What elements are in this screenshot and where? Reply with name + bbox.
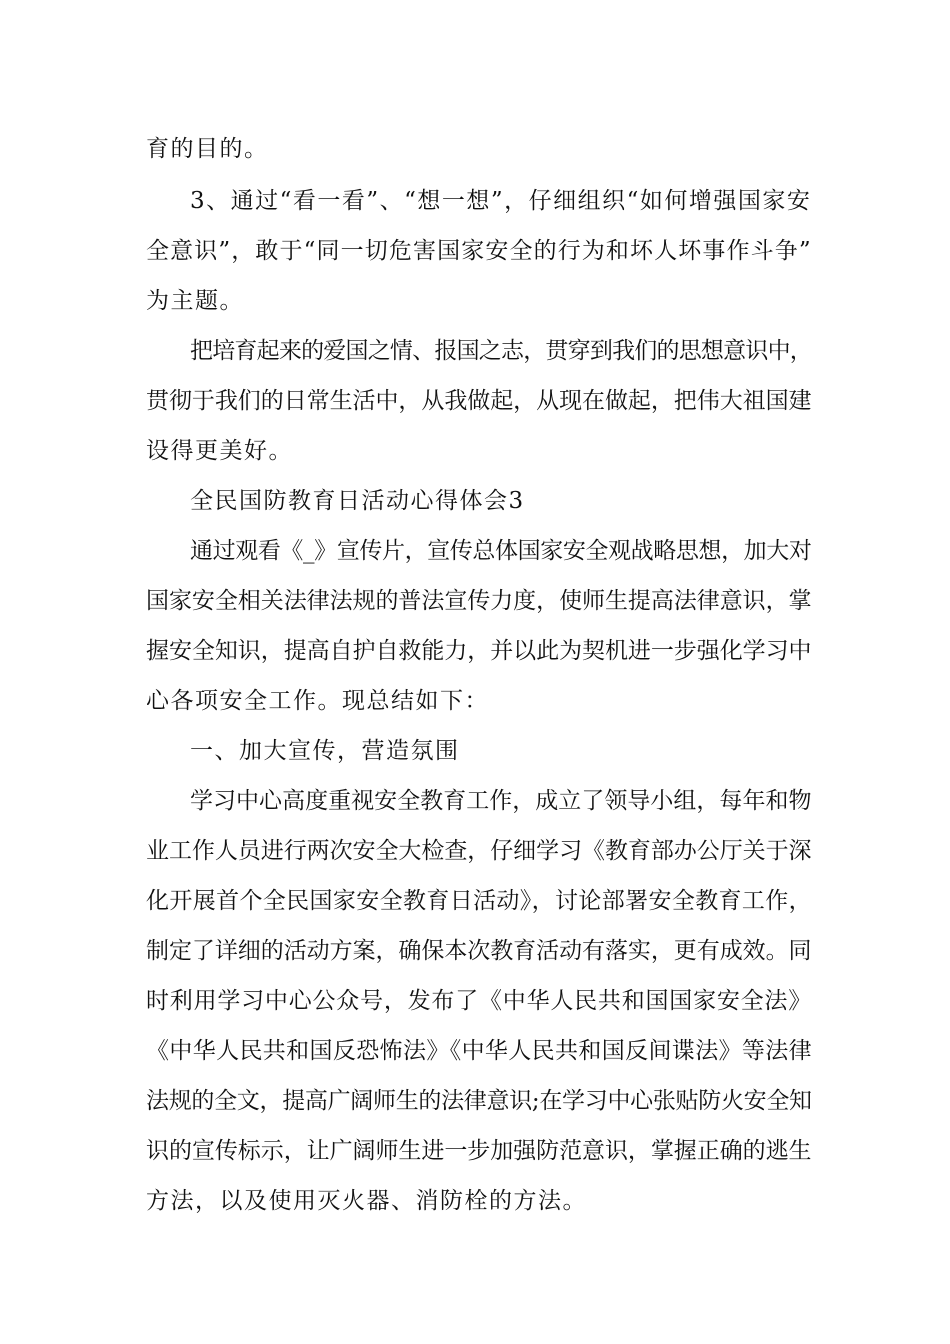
text-line: 贯彻于我们的日常生活中，从我做起，从现在做起，把伟大祖国建 [146, 388, 812, 414]
text-line: 为主题。 [146, 288, 244, 314]
text-line: 握安全知识，提高自护自救能力，并以此为契机进一步强化学习中 [146, 638, 812, 664]
section-heading: 全民国防教育日活动心得体会3 [190, 488, 525, 514]
text-line: 时利用学习中心公众号，发布了《中华人民共和国国家安全法》 [146, 988, 812, 1014]
text-line: 设得更美好。 [146, 438, 293, 464]
text-line: 业工作人员进行两次安全大检查，仔细学习《教育部办公厅关于深 [146, 838, 812, 864]
text-line: 识的宣传标示，让广阔师生进一步加强防范意识，掌握正确的逃生 [146, 1138, 812, 1164]
text-line: 国家安全相关法律法规的普法宣传力度，使师生提高法律意识，掌 [146, 588, 812, 614]
text-line: 《中华人民共和国反恐怖法》《中华人民共和国反间谍法》等法律 [146, 1038, 812, 1064]
text-line: 3、通过“看一看”、“想一想”，仔细组织“如何增强国家安 [190, 188, 812, 214]
text-line: 通过观看《_》宣传片，宣传总体国家安全观战略思想，加大对 [190, 538, 812, 564]
text-line: 育的目的。 [146, 136, 269, 162]
subsection-heading: 一、加大宣传，营造氛围 [190, 738, 460, 764]
text-line: 全意识”，敢于“同一切危害国家安全的行为和坏人坏事作斗争” [146, 238, 812, 264]
text-line: 化开展首个全民国家安全教育日活动》，讨论部署安全教育工作， [146, 888, 812, 914]
text-line: 方法，以及使用灭火器、消防栓的方法。 [146, 1188, 587, 1214]
text-line: 把培育起来的爱国之情、报国之志，贯穿到我们的思想意识中， [190, 338, 813, 364]
text-line: 心各项安全工作。现总结如下： [146, 688, 489, 714]
text-line: 制定了详细的活动方案，确保本次教育活动有落实，更有成效。同 [146, 938, 812, 964]
text-line: 学习中心高度重视安全教育工作，成立了领导小组，每年和物 [190, 788, 812, 814]
text-line: 法规的全文，提高广阔师生的法律意识;在学习中心张贴防火安全知 [146, 1088, 812, 1114]
